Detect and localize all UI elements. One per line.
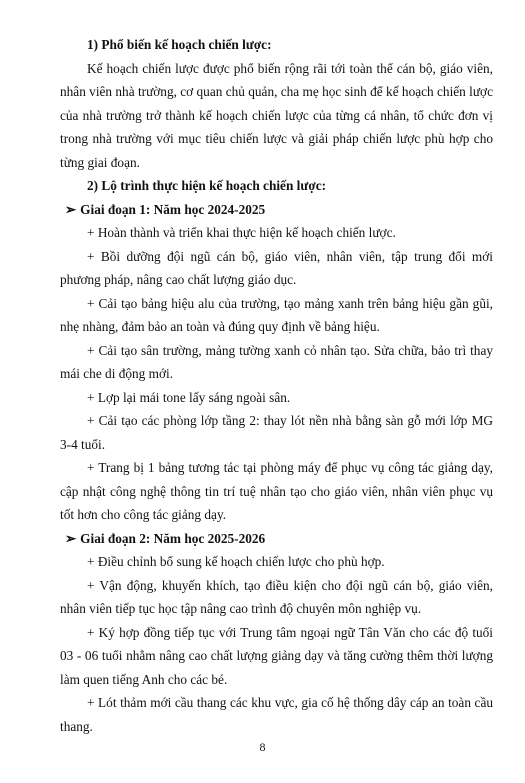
section-2-title: 2) Lộ trình thực hiện kế hoạch chiến lược: (87, 178, 327, 193)
section-1-title: 1) Phổ biến kế hoạch chiến lược: (87, 37, 272, 52)
phase-1-item: + Hoàn thành và triển khai thực hiện kế hoạch chiến lược. (87, 225, 396, 240)
phase-2-item: + Điều chỉnh bổ sung kế hoạch chiến lược cho phù hợp. (87, 554, 385, 569)
phase-2-item: + Lót thảm mới cầu thang các khu vực, gia cố hệ thống dây cáp an toàn cầu thang. (60, 695, 493, 734)
page-number: 8 (259, 740, 266, 754)
document-body (60, 33, 493, 738)
phase-1-item: + Cải tạo bảng hiệu alu của trường, tạo mảng xanh trên bảng hiệu gần gũi, nhẹ nhàng, đảm bảo an toàn và đúng quy định về bảng hiệu. (60, 295, 493, 334)
phase-2-heading (60, 527, 493, 551)
phase-1-item: + Lợp lại mái tone lấy sáng ngoài sân. (87, 389, 291, 405)
phase-2-title: Giai đoạn 2: Năm học 2025-2026 (80, 530, 266, 546)
phase-1-item: + Cải tạo sân trường, mảng tường xanh cỏ nhân tạo. Sửa chữa, bảo trì thay mái che di động mới. (60, 342, 493, 381)
phase-1-title: Giai đoạn 1: Năm học 2024-2025 (80, 201, 266, 217)
phase-1-heading (60, 198, 493, 222)
section-1-paragraph: Kế hoạch chiến lược được phổ biến rộng rãi tới toàn thể cán bộ, giáo viên, nhân viên nhà trường, cơ quan chủ quản, cha mẹ học sinh để kế hoạch chiến lược của nhà trường trở thành kế hoạch chiến lược của từng cá nhân, tổ chức đơn vị trong nhà trường với mục tiêu chiến lược và giải pháp chiến lược phù hợp cho từng giai đoạn. (60, 60, 493, 170)
phase-1-item: + Trang bị 1 bảng tương tác tại phòng máy để phục vụ công tác giảng dạy, cập nhật công nghệ thông tin trí tuệ nhân tạo cho giáo viên, nhân viên phục vụ tốt hơn cho công tác giảng dạy. (60, 460, 493, 522)
phase-1-item: + Cải tạo các phòng lớp tầng 2: thay lót nền nhà bằng sàn gỗ mới lớp MG 3-4 tuổi. (60, 413, 493, 452)
arrow-bullet-icon: ➢ (65, 201, 77, 217)
phase-2-item: + Vận động, khuyến khích, tạo điều kiện cho đội ngũ cán bộ, giáo viên, nhân viên tiếp tục học tập nâng cao trình độ chuyên môn nghiệp vụ. (60, 577, 493, 616)
phase-1-item: + Bồi dưỡng đội ngũ cán bộ, giáo viên, nhân viên, tập trung đổi mới phương pháp, nâng cao chất lượng giáo dục. (60, 248, 493, 287)
phase-2-item: + Ký hợp đồng tiếp tục với Trung tâm ngoại ngữ Tân Văn cho các độ tuổi 03 - 06 tuổi nhằm nâng cao chất lượng giảng dạy và tăng cường thêm thời lượng làm quen tiếng Anh cho các bé. (60, 624, 493, 687)
arrow-bullet-icon: ➢ (65, 530, 77, 546)
